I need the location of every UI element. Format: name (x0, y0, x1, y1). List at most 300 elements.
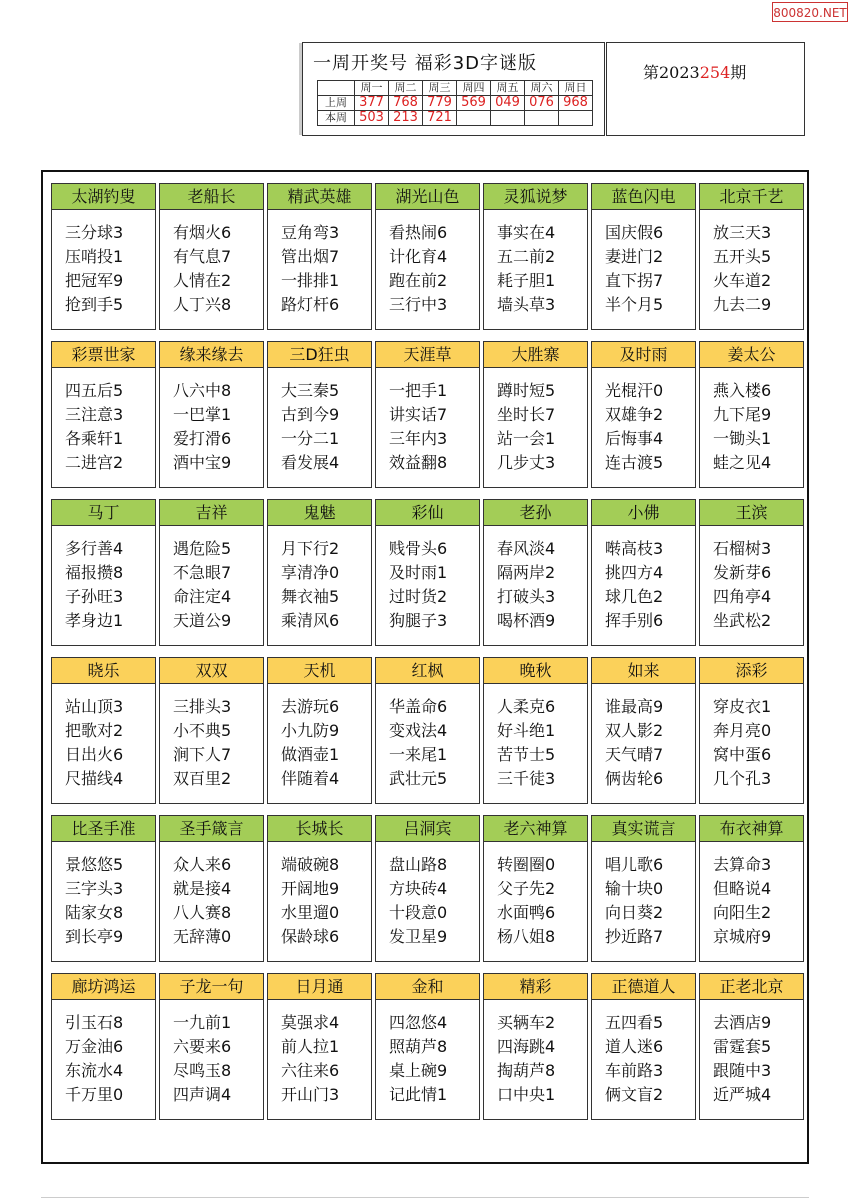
riddle-line: 讲实话7 (389, 405, 448, 424)
riddle-line: 把歌对2 (65, 721, 124, 740)
riddle-card-title: 湖光山色 (376, 184, 479, 210)
riddle-lines (281, 221, 339, 317)
riddle-card-title: 灵狐说梦 (484, 184, 587, 210)
riddle-line: 连古渡5 (605, 453, 664, 472)
riddle-line: 日出火6 (65, 745, 124, 764)
riddle-card-title: 大胜寨 (484, 342, 587, 368)
riddle-line: 端破碗8 (281, 855, 340, 874)
riddle-card (267, 973, 372, 1120)
riddle-line: 掏葫芦8 (497, 1061, 556, 1080)
riddle-line: 小九防9 (281, 721, 340, 740)
draw-number: 721 (423, 111, 457, 126)
day-header: 周三 (423, 81, 457, 96)
draw-number (525, 111, 559, 126)
riddle-line: 八人赛8 (173, 903, 232, 922)
draw-number (457, 111, 491, 126)
riddle-card-title: 长城长 (268, 816, 371, 842)
riddle-card-title: 蓝色闪电 (592, 184, 695, 210)
riddle-card (591, 499, 696, 646)
riddle-line: 四声调4 (173, 1085, 232, 1104)
riddle-line: 三分球3 (65, 223, 124, 242)
riddle-card (51, 499, 156, 646)
riddle-card (699, 657, 804, 804)
riddle-line: 好斗绝1 (497, 721, 556, 740)
riddle-line: 到长亭9 (65, 927, 124, 946)
riddle-lines (605, 221, 663, 317)
riddle-line: 雷霆套5 (713, 1037, 772, 1056)
riddle-card-title: 鬼魅 (268, 500, 371, 526)
riddle-line: 三排头3 (173, 697, 232, 716)
riddle-line: 大三秦5 (281, 381, 340, 400)
draw-number: 779 (423, 96, 457, 111)
riddle-lines (713, 1011, 771, 1107)
riddle-card-title: 吕洞宾 (376, 816, 479, 842)
riddle-line: 站一会1 (497, 429, 556, 448)
riddle-card (375, 657, 480, 804)
watermark: 800820.NET (772, 2, 848, 22)
riddle-card (267, 341, 372, 488)
riddle-lines (713, 537, 771, 633)
riddle-line: 武壮元5 (389, 769, 448, 788)
riddle-line: 把冠军9 (65, 271, 124, 290)
riddle-card (267, 657, 372, 804)
riddle-card (51, 657, 156, 804)
riddle-lines (173, 853, 231, 949)
riddle-line: 及时雨1 (389, 563, 448, 582)
riddle-line: 三注意3 (65, 405, 124, 424)
riddle-card-title: 如来 (592, 658, 695, 684)
riddle-line: 水面鸭6 (497, 903, 556, 922)
riddle-card-title: 马丁 (52, 500, 155, 526)
riddle-line: 五开头5 (713, 247, 772, 266)
riddle-card-title: 圣手箴言 (160, 816, 263, 842)
riddle-line: 光棍汗0 (605, 381, 664, 400)
riddle-line: 看发展4 (281, 453, 340, 472)
riddle-line: 输十块0 (605, 879, 664, 898)
riddle-lines (713, 853, 771, 949)
riddle-card (699, 499, 804, 646)
issue-number: 254 (699, 63, 731, 82)
riddle-line: 莫强求4 (281, 1013, 340, 1032)
issue-box (606, 42, 805, 136)
riddle-line: 穿皮衣1 (713, 697, 772, 716)
riddle-line: 国庆假6 (605, 223, 664, 242)
riddle-line: 燕入楼6 (713, 381, 772, 400)
riddle-line: 口中央1 (497, 1085, 556, 1104)
riddle-line: 天道公9 (173, 611, 232, 630)
riddle-line: 一巴掌1 (173, 405, 232, 424)
riddle-card (591, 973, 696, 1120)
issue-label: 第2023254期 (643, 63, 747, 82)
riddle-lines (281, 1011, 339, 1107)
riddle-line: 墙头草3 (497, 295, 556, 314)
riddle-card (591, 183, 696, 330)
riddle-line: 多行善4 (65, 539, 124, 558)
riddle-line: 四角亭4 (713, 587, 772, 606)
riddle-line: 有烟火6 (173, 223, 232, 242)
riddle-line: 过时货2 (389, 587, 448, 606)
riddle-lines (389, 221, 447, 317)
day-header: 周五 (491, 81, 525, 96)
riddle-line: 苦节士5 (497, 745, 556, 764)
riddle-grid-frame (41, 170, 809, 1164)
riddle-card-title: 彩票世家 (52, 342, 155, 368)
riddle-line: 一来尾1 (389, 745, 448, 764)
riddle-lines (65, 695, 123, 791)
riddle-line: 前人拉1 (281, 1037, 340, 1056)
riddle-card (51, 341, 156, 488)
riddle-line: 去酒店9 (713, 1013, 772, 1032)
riddle-line: 乘清风6 (281, 611, 340, 630)
riddle-line: 记此情1 (389, 1085, 448, 1104)
riddle-line: 享清净0 (281, 563, 340, 582)
riddle-line: 石榴树3 (713, 539, 772, 558)
riddle-card-title: 金和 (376, 974, 479, 1000)
riddle-lines (65, 1011, 123, 1107)
riddle-card-title: 天涯草 (376, 342, 479, 368)
riddle-lines (281, 537, 339, 633)
riddle-line: 尽鸣玉8 (173, 1061, 232, 1080)
riddle-lines (389, 1011, 447, 1107)
riddle-card-title: 姜太公 (700, 342, 803, 368)
riddle-line: 隔两岸2 (497, 563, 556, 582)
riddle-lines (65, 537, 123, 633)
day-header: 周一 (355, 81, 389, 96)
riddle-line: 狗腿子3 (389, 611, 448, 630)
riddle-line: 效益翻8 (389, 453, 448, 472)
riddle-card (51, 183, 156, 330)
riddle-card (51, 973, 156, 1120)
riddle-line: 几个孔3 (713, 769, 772, 788)
riddle-lines (173, 1011, 231, 1107)
riddle-line: 方块砖4 (389, 879, 448, 898)
riddle-card (483, 815, 588, 962)
table-corner-cell (318, 81, 355, 96)
riddle-line: 五二前2 (497, 247, 556, 266)
riddle-line: 无辞薄0 (173, 927, 232, 946)
riddle-card (267, 499, 372, 646)
riddle-card (591, 341, 696, 488)
riddle-card-title: 双双 (160, 658, 263, 684)
draw-number: 968 (559, 96, 593, 111)
riddle-card (159, 815, 264, 962)
riddle-line: 京城府9 (713, 927, 772, 946)
row-label: 上周 (318, 96, 355, 111)
riddle-card (159, 341, 264, 488)
riddle-lines (389, 695, 447, 791)
weekly-results-table (317, 80, 593, 126)
riddle-line: 景悠悠5 (65, 855, 124, 874)
riddle-line: 蹲时短5 (497, 381, 556, 400)
riddle-line: 尺描线4 (65, 769, 124, 788)
riddle-line: 四海跳4 (497, 1037, 556, 1056)
draw-number: 049 (491, 96, 525, 111)
riddle-line: 但略说4 (713, 879, 772, 898)
riddle-card (699, 973, 804, 1120)
riddle-lines (497, 537, 555, 633)
draw-number: 503 (355, 111, 389, 126)
riddle-card-title: 比圣手准 (52, 816, 155, 842)
riddle-line: 火车道2 (713, 271, 772, 290)
riddle-line: 九下尾9 (713, 405, 772, 424)
riddle-lines (497, 221, 555, 317)
riddle-lines (497, 853, 555, 949)
riddle-card (375, 183, 480, 330)
riddle-card (267, 815, 372, 962)
riddle-card-title: 北京千艺 (700, 184, 803, 210)
riddle-lines (281, 379, 339, 475)
riddle-line: 压哨投1 (65, 247, 124, 266)
riddle-card (159, 657, 264, 804)
riddle-lines (65, 853, 123, 949)
riddle-line: 唱儿歌6 (605, 855, 664, 874)
riddle-line: 买辆车2 (497, 1013, 556, 1032)
riddle-lines (173, 221, 231, 317)
riddle-line: 坐武松2 (713, 611, 772, 630)
riddle-line: 人丁兴8 (173, 295, 232, 314)
riddle-card-title: 日月通 (268, 974, 371, 1000)
riddle-card-title: 晓乐 (52, 658, 155, 684)
riddle-line: 九去二9 (713, 295, 772, 314)
riddle-line: 跟随中3 (713, 1061, 772, 1080)
riddle-card-title: 精武英雄 (268, 184, 371, 210)
riddle-line: 开阔地9 (281, 879, 340, 898)
riddle-lines (713, 221, 771, 317)
riddle-line: 事实在4 (497, 223, 556, 242)
riddle-line: 抢到手5 (65, 295, 124, 314)
riddle-line: 有气息7 (173, 247, 232, 266)
riddle-line: 打破头3 (497, 587, 556, 606)
riddle-card (699, 341, 804, 488)
riddle-line: 向阳生2 (713, 903, 772, 922)
riddle-card (591, 815, 696, 962)
divider (41, 1197, 809, 1198)
riddle-line: 六往来6 (281, 1061, 340, 1080)
header-title: 一周开奖号 福彩3D字谜版 (313, 53, 538, 74)
riddle-line: 抄近路7 (605, 927, 664, 946)
riddle-line: 看热闹6 (389, 223, 448, 242)
riddle-card-title: 子龙一句 (160, 974, 263, 1000)
riddle-line: 八六中8 (173, 381, 232, 400)
riddle-line: 三千徒3 (497, 769, 556, 788)
draw-number: 768 (389, 96, 423, 111)
riddle-lines (605, 695, 663, 791)
riddle-card-title: 老孙 (484, 500, 587, 526)
riddle-line: 水里遛0 (281, 903, 340, 922)
riddle-card (483, 973, 588, 1120)
riddle-line: 近严城4 (713, 1085, 772, 1104)
riddle-line: 命注定4 (173, 587, 232, 606)
riddle-card (51, 815, 156, 962)
riddle-lines (173, 537, 231, 633)
riddle-lines (281, 853, 339, 949)
riddle-lines (497, 379, 555, 475)
riddle-line: 四五后5 (65, 381, 124, 400)
riddle-card-title: 晚秋 (484, 658, 587, 684)
riddle-card (375, 341, 480, 488)
table-header-row (318, 81, 593, 96)
riddle-line: 四忽悠4 (389, 1013, 448, 1032)
riddle-line: 后悔事4 (605, 429, 664, 448)
riddle-card (159, 499, 264, 646)
riddle-line: 三年内3 (389, 429, 448, 448)
riddle-lines (65, 221, 123, 317)
riddle-line: 孝身边1 (65, 611, 124, 630)
riddle-lines (713, 379, 771, 475)
riddle-card (375, 973, 480, 1120)
riddle-line: 华盖命6 (389, 697, 448, 716)
riddle-line: 万金油6 (65, 1037, 124, 1056)
riddle-line: 一锄头1 (713, 429, 772, 448)
riddle-lines (65, 379, 123, 475)
riddle-lines (281, 695, 339, 791)
day-header: 周二 (389, 81, 423, 96)
riddle-card (699, 815, 804, 962)
riddle-line: 车前路3 (605, 1061, 664, 1080)
riddle-card-title: 精彩 (484, 974, 587, 1000)
riddle-line: 管出烟7 (281, 247, 340, 266)
riddle-line: 贱骨头6 (389, 539, 448, 558)
riddle-card-title: 红枫 (376, 658, 479, 684)
riddle-card-title: 及时雨 (592, 342, 695, 368)
riddle-line: 谁最高9 (605, 697, 664, 716)
riddle-line: 跑在前2 (389, 271, 448, 290)
riddle-line: 杨八姐8 (497, 927, 556, 946)
riddle-line: 喝杯酒9 (497, 611, 556, 630)
riddle-lines (389, 537, 447, 633)
riddle-card-title: 添彩 (700, 658, 803, 684)
riddle-card-title: 正德道人 (592, 974, 695, 1000)
riddle-lines (605, 537, 663, 633)
riddle-line: 奔月亮0 (713, 721, 772, 740)
riddle-lines (497, 1011, 555, 1107)
riddle-line: 就是接4 (173, 879, 232, 898)
day-header: 周六 (525, 81, 559, 96)
riddle-line: 小不典5 (173, 721, 232, 740)
riddle-card-title: 三D狂虫 (268, 342, 371, 368)
riddle-line: 开山门3 (281, 1085, 340, 1104)
riddle-line: 双雄争2 (605, 405, 664, 424)
riddle-line: 人情在2 (173, 271, 232, 290)
riddle-card-title: 小佛 (592, 500, 695, 526)
riddle-line: 啭高枝3 (605, 539, 664, 558)
riddle-line: 三行中3 (389, 295, 448, 314)
riddle-line: 向日葵2 (605, 903, 664, 922)
riddle-line: 蛙之见4 (713, 453, 772, 472)
riddle-line: 福报攒8 (65, 563, 124, 582)
riddle-card (159, 973, 264, 1120)
riddle-card (483, 183, 588, 330)
riddle-card (591, 657, 696, 804)
riddle-line: 父子先2 (497, 879, 556, 898)
riddle-line: 发卫星9 (389, 927, 448, 946)
riddle-line: 众人来6 (173, 855, 232, 874)
riddle-line: 千万里0 (65, 1085, 124, 1104)
riddle-line: 挑四方4 (605, 563, 664, 582)
riddle-card-title: 布衣神算 (700, 816, 803, 842)
riddle-line: 引玉石8 (65, 1013, 124, 1032)
riddle-line: 发新芽6 (713, 563, 772, 582)
riddle-line: 放三天3 (713, 223, 772, 242)
riddle-card (483, 657, 588, 804)
riddle-card-title: 缘来缘去 (160, 342, 263, 368)
row-label: 本周 (318, 111, 355, 126)
riddle-line: 道人迷6 (605, 1037, 664, 1056)
riddle-card (483, 341, 588, 488)
riddle-line: 俩齿轮6 (605, 769, 664, 788)
riddle-line: 爱打滑6 (173, 429, 232, 448)
day-header: 周四 (457, 81, 491, 96)
riddle-line: 耗子胆1 (497, 271, 556, 290)
riddle-line: 各乘轩1 (65, 429, 124, 448)
riddle-line: 舞衣袖5 (281, 587, 340, 606)
riddle-card-title: 天机 (268, 658, 371, 684)
riddle-line: 球几色2 (605, 587, 664, 606)
riddle-line: 挥手别6 (605, 611, 664, 630)
riddle-line: 站山顶3 (65, 697, 124, 716)
riddle-line: 去游玩6 (281, 697, 340, 716)
riddle-line: 天气晴7 (605, 745, 664, 764)
riddle-card (483, 499, 588, 646)
riddle-card (375, 499, 480, 646)
riddle-line: 陆家女8 (65, 903, 124, 922)
draw-number: 076 (525, 96, 559, 111)
riddle-line: 五四看5 (605, 1013, 664, 1032)
riddle-line: 照葫芦8 (389, 1037, 448, 1056)
riddle-lines (497, 695, 555, 791)
riddle-line: 路灯杆6 (281, 295, 340, 314)
riddle-line: 几步丈3 (497, 453, 556, 472)
draw-number: 213 (389, 111, 423, 126)
riddle-line: 东流水4 (65, 1061, 124, 1080)
riddle-line: 去算命3 (713, 855, 772, 874)
riddle-card (159, 183, 264, 330)
riddle-line: 古到今9 (281, 405, 340, 424)
table-row (318, 111, 593, 126)
riddle-line: 一九前1 (173, 1013, 232, 1032)
riddle-card-title: 老船长 (160, 184, 263, 210)
riddle-card-title: 老六神算 (484, 816, 587, 842)
riddle-card-title: 正老北京 (700, 974, 803, 1000)
riddle-line: 桌上碗9 (389, 1061, 448, 1080)
riddle-line: 三字头3 (65, 879, 124, 898)
riddle-line: 涧下人7 (173, 745, 232, 764)
riddle-line: 做酒壶1 (281, 745, 340, 764)
riddle-lines (713, 695, 771, 791)
riddle-line: 豆角弯3 (281, 223, 340, 242)
riddle-line: 盘山路8 (389, 855, 448, 874)
riddle-line: 计化育4 (389, 247, 448, 266)
riddle-line: 月下行2 (281, 539, 340, 558)
riddle-line: 窝中蛋6 (713, 745, 772, 764)
riddle-line: 俩文盲2 (605, 1085, 664, 1104)
draw-number (491, 111, 525, 126)
riddle-line: 变戏法4 (389, 721, 448, 740)
riddle-card (375, 815, 480, 962)
riddle-lines (605, 379, 663, 475)
riddle-lines (605, 853, 663, 949)
riddle-lines (173, 379, 231, 475)
table-row (318, 96, 593, 111)
riddle-lines (605, 1011, 663, 1107)
riddle-card-title: 吉祥 (160, 500, 263, 526)
riddle-card-title: 廊坊鸿运 (52, 974, 155, 1000)
riddle-line: 妻进门2 (605, 247, 664, 266)
riddle-line: 子孙旺3 (65, 587, 124, 606)
riddle-line: 保龄球6 (281, 927, 340, 946)
riddle-line: 十段意0 (389, 903, 448, 922)
riddle-card (699, 183, 804, 330)
